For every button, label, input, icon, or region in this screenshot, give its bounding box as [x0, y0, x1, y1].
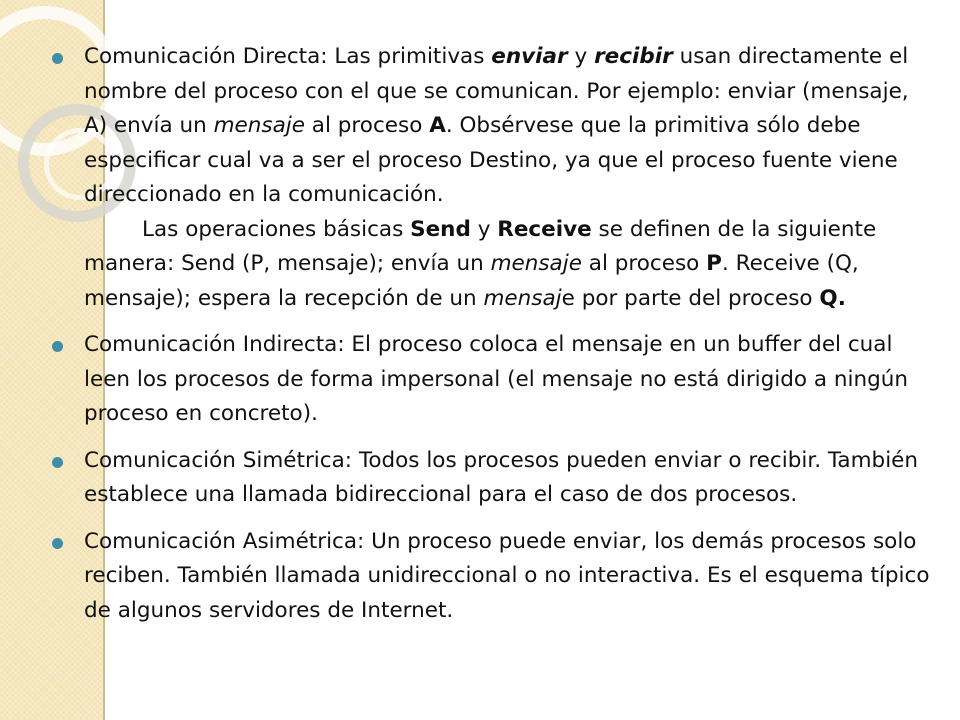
text-segment: y: [567, 44, 595, 69]
bullet-comunicacion-asimetrica: [46, 525, 930, 629]
bullet-text: Comunicación Simétrica: Todos los procesos pueden enviar o recibir. También establece una llamada bidireccional para el caso de dos procesos.: [84, 447, 919, 507]
term-receive: Receive: [497, 216, 592, 242]
text-segment: usan directamente el nombre del proceso con el que se comunican. Por ejemplo: enviar (mensaje, A) envía un: [84, 44, 909, 138]
text-segment: e por parte del proceso: [561, 285, 820, 311]
bullet-text: Comunicación Indirecta: El proceso coloca el mensaje en un buffer del cual leen los procesos de forma impersonal (el mensaje no está dirigido a ningún proceso en concreto).: [84, 332, 909, 426]
term-process-a: A: [429, 113, 446, 138]
term-enviar: enviar: [491, 44, 568, 69]
bullet-dot-icon: [52, 538, 63, 549]
bullet-comunicacion-indirecta: [46, 328, 930, 432]
term-process-p: P: [706, 251, 722, 276]
bullet-dot-icon: [52, 53, 63, 64]
slide-body: [46, 40, 930, 640]
text-segment: y: [470, 216, 498, 242]
text-segment: al proceso: [304, 113, 430, 138]
term-mensaje: mensaj: [483, 285, 562, 311]
text-segment: Las operaciones básicas: [142, 216, 411, 242]
text-segment: . Receive (Q, mensaje); espera la recepción de un: [84, 251, 859, 311]
bullet-comunicacion-directa: [46, 40, 930, 316]
term-mensaje: mensaje: [213, 113, 305, 138]
text-segment: se definen de la siguiente manera: Send (P, mensaje); envía un: [84, 216, 877, 276]
text-segment: Comunicación Directa: Las primitivas: [84, 44, 492, 69]
bullet-comunicacion-simetrica: [46, 444, 930, 513]
term-send: Send: [410, 216, 471, 242]
term-process-q: Q.: [819, 285, 846, 311]
text-segment: al proceso: [581, 251, 707, 276]
bullet-dot-icon: [52, 341, 63, 352]
term-recibir: recibir: [594, 44, 673, 69]
bullet-text: Comunicación Asimétrica: Un proceso puede enviar, los demás procesos solo reciben. También llamada unidireccional o no interactiva. Es el esquema típico de algunos servidores de Internet.: [84, 528, 930, 623]
bullet-dot-icon: [52, 457, 63, 468]
term-mensaje: mensaje: [490, 251, 582, 276]
text-segment: . Obsérvese que la primitiva sólo debe especificar cual va a ser el proceso Destino, ya que el proceso fuente viene direccionado en la comunicación.: [84, 113, 898, 207]
